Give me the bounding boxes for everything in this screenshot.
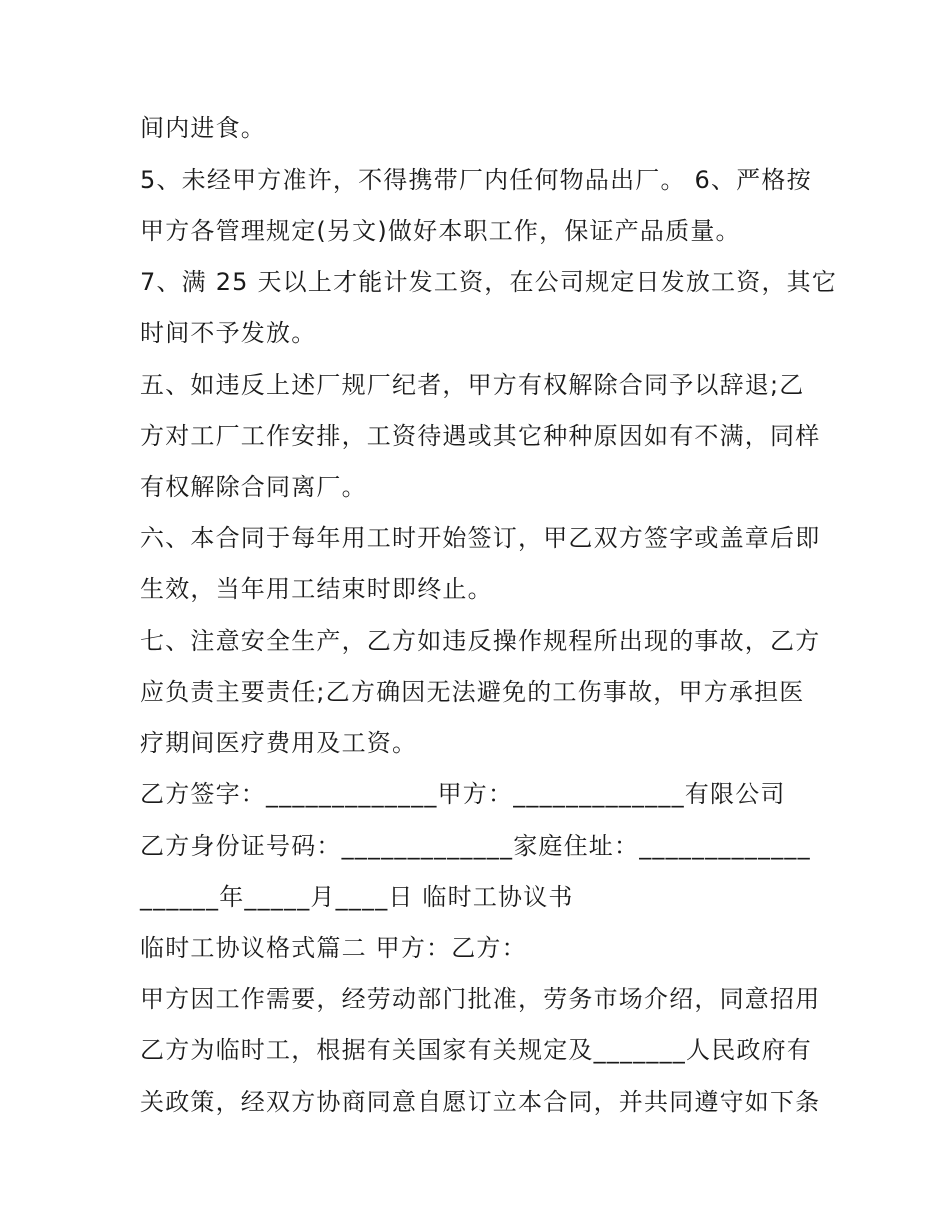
text-line: 甲方各管理规定(另文)做好本职工作，保证产品质量。 (140, 217, 741, 245)
text-line: 生效，当年用工结束时即终止。 (140, 575, 493, 603)
text-line: 关政策，经双方协商同意自愿订立本合同，并共同遵守如下条 (140, 1088, 821, 1116)
text-line: 五、如违反上述厂规厂纪者，甲方有权解除合同予以辞退;乙 (140, 371, 805, 399)
text-line: 时间不予发放。 (140, 319, 317, 347)
text-line: 甲方因工作需要，经劳动部门批准，劳务市场介绍，同意招用 (140, 985, 821, 1013)
text-line: 七、注意安全生产，乙方如违反操作规程所出现的事故，乙方 (140, 627, 821, 655)
text-line: 5、未经甲方准许，不得携带厂内任何物品出厂。 6、严格按 (140, 166, 812, 194)
text-line: 六、本合同于每年用工时开始签订，甲乙双方签字或盖章后即 (140, 524, 821, 552)
text-line: 间内进食。 (140, 114, 266, 142)
date-line: ______年_____月____日 临时工协议书 (140, 883, 574, 911)
text-line: 应负责主要责任;乙方确因无法避免的工伤事故，甲方承担医 (140, 678, 805, 706)
text-line: 7、满 25 天以上才能计发工资，在公司规定日发放工资，其它 (140, 268, 838, 296)
id-address-line: 乙方身份证号码：_____________家庭住址：_____________ (140, 832, 811, 860)
text-line: 疗期间医疗费用及工资。 (140, 729, 418, 757)
section-heading: 临时工协议格式篇二 甲方：乙方： (140, 934, 527, 962)
text-line: 乙方为临时工，根据有关国家有关规定及_______人民政府有 (140, 1036, 812, 1064)
text-line: 方对工厂工作安排，工资待遇或其它种种原因如有不满，同样 (140, 422, 821, 450)
signature-line: 乙方签字：_____________甲方：_____________有限公司 (140, 780, 786, 808)
text-line: 有权解除合同离厂。 (140, 473, 367, 501)
